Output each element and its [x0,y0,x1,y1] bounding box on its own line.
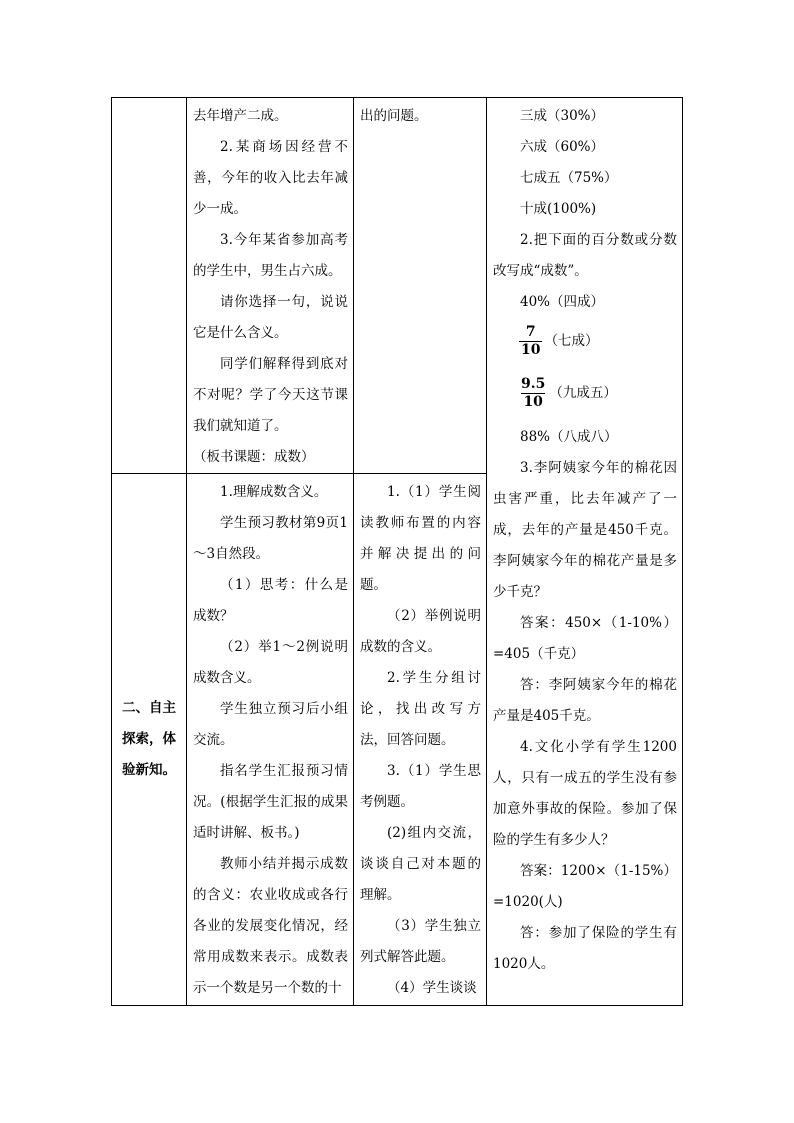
fraction [519,324,542,359]
text-line: 1.（1）学生阅读教师布置的内容并解决提出的问题。 [360,484,481,593]
text-line: （板书课题：成数） [193,449,315,465]
text-line: 2.某商场因经营不善，今年的收入比去年减少一成。 [193,139,348,217]
text-line: 出的问题。 [360,108,428,124]
table-row [112,98,683,474]
text-line: 七成五（75%） [520,170,618,186]
fraction-label: （七成） [544,332,599,349]
text-line: （1）思考：什么是成数？ [193,577,348,624]
text-line: 3.（1）学生思考例题。 [360,763,481,810]
student-activity-cell [354,98,487,474]
teacher-activity-cell [187,98,354,474]
lesson-plan-table [111,97,683,1006]
fraction-label: （九成五） [549,384,617,401]
text-line: 2.把下面的百分数或分数改写成“成数”。 [493,232,677,279]
section-title: 二、自主探索，体验新知。 [122,700,176,778]
text-line: （2）举1～2例说明成数含义。 [193,639,348,686]
text-line: 4.文化小学有学生1200人，只有一成五的学生没有参加意外事故的保险。参加了保险的学生有多少人？ [493,739,677,848]
text-line: 同学们解释得到底对不对呢？学了今天这节课我们就知道了。 [193,356,348,434]
text-line: 指名学生汇报预习情况。(根据学生汇报的成果适时讲解、板书。) [193,763,348,841]
section-cell-empty [112,98,187,474]
text-line: 六成（60%） [520,139,605,155]
text-line: 2.学生分组讨论，找出改写方法，回答问题。 [360,670,481,748]
fraction-numerator: 9.5 [521,375,546,392]
teacher-activity-cell [187,474,354,1006]
text-line: 答：参加了保险的学生有1020人。 [493,925,677,972]
text-line: 40%（四成） [520,294,605,310]
student-activity-cell [354,474,487,1006]
text-line: （4）学生谈谈 [387,980,477,996]
exercise-cell [487,98,683,1006]
text-line: （2）举例说明成数的含义。 [360,608,481,655]
text-line: 请你选择一句，说说它是什么含义。 [193,294,348,341]
text-line: 十成(100%) [520,201,597,217]
text-line: 三成（30%） [520,108,605,124]
fraction-numerator: 7 [525,323,536,340]
text-line: 1.理解成数含义。 [220,484,328,500]
text-line: 答案：450×（1-10%）=405（千克） [493,615,677,662]
fraction-line [493,318,677,364]
text-line: 88%（八成八） [520,429,618,445]
fraction [519,376,547,411]
text-line: 去年增产二成。 [193,108,288,124]
fraction-denominator: 10 [521,341,541,358]
fraction-denominator: 10 [523,393,543,410]
text-line: 教师小结并揭示成数的含义：农业收成或各行各业的发展变化情况，经常用成数来表示。成数表示一个数是另一个数的十 [193,856,348,996]
text-line: 学生独立预习后小组交流。 [193,701,348,748]
text-line: 3.今年某省参加高考的学生中，男生占六成。 [193,232,348,279]
text-line: 答：李阿姨家今年的棉花产量是405千克。 [493,677,677,724]
text-line: 答案：1200×（1-15%）=1020(人) [493,863,677,910]
text-line: (2)组内交流，谈谈自己对本题的理解。 [360,825,481,903]
section-title-cell [112,474,187,1006]
text-line: 学生预习教材第9页1～3自然段。 [193,515,348,562]
text-line: 3.李阿姨家今年的棉花因虫害严重，比去年减产了一成，去年的产量是450千克。李阿姨家今年的棉花产量是多少千克？ [493,460,677,600]
text-line: （3）学生独立列式解答此题。 [360,918,481,965]
fraction-line [493,364,677,422]
